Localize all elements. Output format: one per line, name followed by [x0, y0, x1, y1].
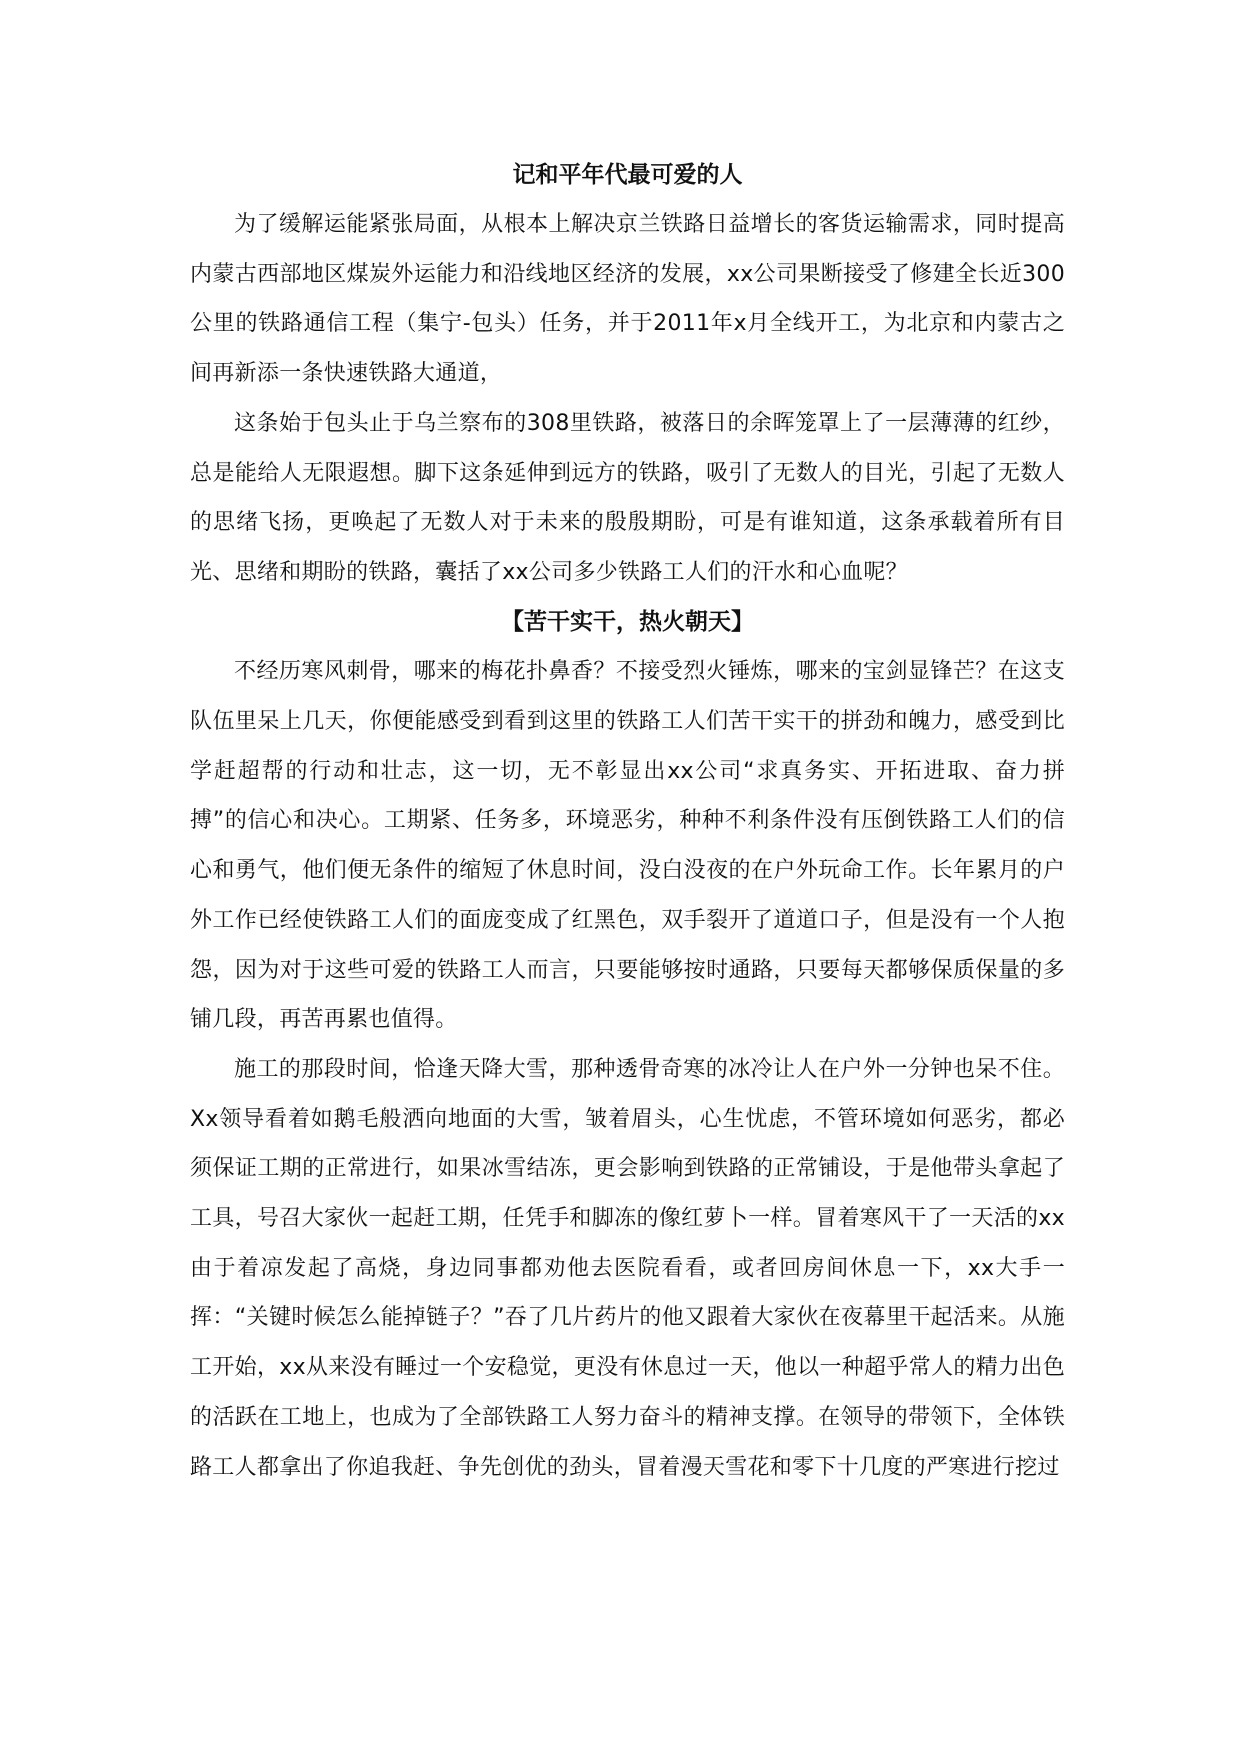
paragraph-section-1: 不经历寒风刺骨，哪来的梅花扑鼻香？不接受烈火锤炼，哪来的宝剑显锋芒？在这支队伍里呆上几天，你便能感受到看到这里的铁路工人们苦干实干的拼劲和魄力，感受到比学赶超帮的行动和壮志，这一切，无不彰显出xx公司“求真务实、开拓进取、奋力拼搏”的信心和决心。工期紧、任务多，环境恶劣，种种不利条件没有压倒铁路工人们的信心和勇气，他们便无条件的缩短了休息时间，没白没夜的在户外玩命工作。长年累月的户外工作已经使铁路工人们的面庞变成了红黑色，双手裂开了道道口子，但是没有一个人抱怨，因为对于这些可爱的铁路工人而言，只要能够按时通路，只要每天都够保质保量的多铺几段，再苦再累也值得。 [190, 659, 1065, 1033]
paragraph-section-2: 施工的那段时间，恰逢天降大雪，那种透骨奇寒的冰冷让人在户外一分钟也呆不住。Xx领导看着如鹅毛般洒向地面的大雪，皱着眉头，心生忧虑，不管环境如何恶劣，都必须保证工期的正常进行，如果冰雪结冻，更会影响到铁路的正常铺设，于是他带头拿起了工具，号召大家伙一起赶工期，任凭手和脚冻的像红萝卜一样。冒着寒风干了一天活的xx由于着凉发起了高烧，身边同事都劝他去医院看看，或者回房间休息一下，xx大手一挥：“关键时候怎么能掉链子？”吞了几片药片的他又跟着大家伙在夜幕里干起活来。从施工开始，xx从来没有睡过一个安稳觉，更没有休息过一天，他以一种超乎常人的精力出色的活跃在工地上，也成为了全部铁路工人努力奋斗的精神支撑。在领导的带领下，全体铁路工人都拿出了你追我赶、争先创优的劲头，冒着漫天雪花和零下十几度的严寒进行挖过 [190, 1056, 1065, 1480]
paragraph-intro-2: 这条始于包头止于乌兰察布的308里铁路，被落日的余晖笼罩上了一层薄薄的红纱，总是能给人无限遐想。脚下这条延伸到远方的铁路，吸引了无数人的目光，引起了无数人的思绪飞扬，更唤起了无数人对于未来的殷殷期盼，可是有谁知道，这条承载着所有目光、思绪和期盼的铁路，囊括了xx公司多少铁路工人们的汗水和心血呢？ [190, 410, 1065, 585]
paragraph-intro-1: 为了缓解运能紧张局面，从根本上解决京兰铁路日益增长的客货运输需求，同时提高内蒙古西部地区煤炭外运能力和沿线地区经济的发展，xx公司果断接受了修建全长近300公里的铁路通信工程（集宁-包头）任务，并于2011年x月全线开工，为北京和内蒙古之间再新添一条快速铁路大通道， [190, 212, 1065, 387]
section-heading: 【苦干实干，热火朝天】 [501, 608, 754, 635]
document-page [190, 150, 1065, 1492]
document-title: 记和平年代最可爱的人 [512, 162, 743, 188]
